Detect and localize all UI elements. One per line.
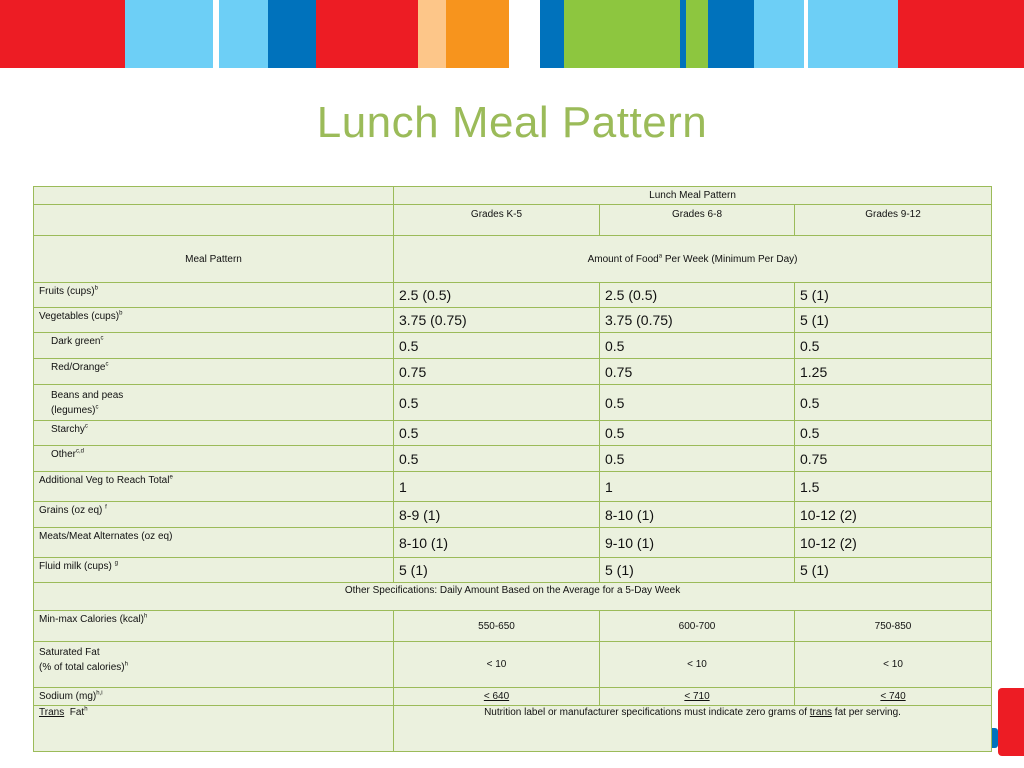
- other-specs-row: [34, 583, 992, 611]
- value-cell: < 710: [600, 688, 795, 706]
- value-cell: < 10: [600, 642, 795, 688]
- grades-row: [34, 205, 992, 236]
- table-row: [34, 611, 992, 642]
- table-header-row: [34, 187, 992, 205]
- value-cell: < 10: [795, 642, 992, 688]
- value-cell: < 10: [394, 642, 600, 688]
- table-row: [34, 706, 992, 752]
- grade-header: Grades 6-8: [600, 205, 795, 236]
- value-cell: 0.5: [600, 446, 795, 472]
- row-label: Dark green$^c$: [34, 333, 394, 359]
- band-segment: [268, 0, 316, 68]
- value-cell: 5 (1): [394, 558, 600, 583]
- corner-decoration: [988, 688, 1024, 756]
- row-label: Fruits (cups)$^b$: [34, 283, 394, 308]
- table-row: [34, 558, 992, 583]
- band-segment: [754, 0, 804, 68]
- table-row: [34, 446, 992, 472]
- value-cell: 3.75 (0.75): [600, 308, 795, 333]
- meal-pattern-row: [34, 236, 992, 283]
- row-label: Trans Fat$^h$: [34, 706, 394, 752]
- table-row: [34, 642, 992, 688]
- row-label: Beans and peas (legumes)$^c$: [34, 385, 394, 421]
- value-cell: 5 (1): [795, 558, 992, 583]
- row-label: Fluid milk (cups) $^g$: [34, 558, 394, 583]
- empty-cell: [34, 205, 394, 236]
- value-cell: 5 (1): [795, 283, 992, 308]
- band-segment: [219, 0, 268, 68]
- table-row: [34, 308, 992, 333]
- value-cell: 0.5: [795, 333, 992, 359]
- value-cell: 1: [394, 472, 600, 502]
- row-label: Other$^{c,d}$: [34, 446, 394, 472]
- band-segment: [686, 0, 708, 68]
- value-cell: 0.5: [394, 421, 600, 446]
- meal-pattern-table: [33, 186, 992, 752]
- value-cell: 8-10 (1): [600, 502, 795, 528]
- table-row: [34, 283, 992, 308]
- row-label: Additional Veg to Reach Total$^e$: [34, 472, 394, 502]
- value-cell: 600-700: [600, 611, 795, 642]
- table-row: [34, 472, 992, 502]
- band-segment: [0, 0, 125, 68]
- value-cell: < 640: [394, 688, 600, 706]
- value-cell: 10-12 (2): [795, 502, 992, 528]
- band-segment: [446, 0, 509, 68]
- value-cell: 3.75 (0.75): [394, 308, 600, 333]
- other-specs-header: Other Specifications: Daily Amount Based on the Average for a 5-Day Week: [34, 583, 992, 611]
- band-segment: [708, 0, 754, 68]
- value-cell: 1: [600, 472, 795, 502]
- value-cell: 0.75: [394, 359, 600, 385]
- table-row: [34, 502, 992, 528]
- value-cell: 10-12 (2): [795, 528, 992, 558]
- value-cell: 0.5: [394, 446, 600, 472]
- table-row: [34, 421, 992, 446]
- value-cell: 1.5: [795, 472, 992, 502]
- value-cell: 0.5: [600, 385, 795, 421]
- band-segment: [316, 0, 418, 68]
- row-label: Meats/Meat Alternates (oz eq): [34, 528, 394, 558]
- empty-cell: [34, 187, 394, 205]
- row-label: Min-max Calories (kcal)$^h$: [34, 611, 394, 642]
- meal-pattern-label: Meal Pattern: [34, 236, 394, 283]
- value-cell: 9-10 (1): [600, 528, 795, 558]
- value-cell: 0.5: [600, 333, 795, 359]
- value-cell: 1.25: [795, 359, 992, 385]
- value-cell: 8-10 (1): [394, 528, 600, 558]
- band-segment: [808, 0, 898, 68]
- header-color-band: [0, 0, 1024, 68]
- grade-header: Grades K-5: [394, 205, 600, 236]
- trans-fat-note: Nutrition label or manufacturer specifications must indicate zero grams of trans fat per serving.: [394, 706, 992, 752]
- row-label: Saturated Fat (% of total calories)$^h$: [34, 642, 394, 688]
- slide-title: Lunch Meal Pattern: [316, 98, 708, 147]
- value-cell: 0.5: [600, 421, 795, 446]
- value-cell: 0.5: [394, 333, 600, 359]
- band-segment: [540, 0, 564, 68]
- band-segment: [898, 0, 1024, 68]
- value-cell: 2.5 (0.5): [600, 283, 795, 308]
- table-row: [34, 688, 992, 706]
- amount-header: Amount of Food$^a$ Per Week (Minimum Per Day): [394, 236, 992, 283]
- value-cell: 2.5 (0.5): [394, 283, 600, 308]
- grade-header: Grades 9-12: [795, 205, 992, 236]
- row-label: Starchy$^c$: [34, 421, 394, 446]
- table-row: [34, 528, 992, 558]
- table-top-header: Lunch Meal Pattern: [394, 187, 992, 205]
- row-label: Grains (oz eq) $^f$: [34, 502, 394, 528]
- table-row: [34, 359, 992, 385]
- table-row: [34, 385, 992, 421]
- value-cell: 5 (1): [600, 558, 795, 583]
- value-cell: 750-850: [795, 611, 992, 642]
- value-cell: 0.5: [795, 385, 992, 421]
- band-segment: [125, 0, 213, 68]
- value-cell: 550-650: [394, 611, 600, 642]
- value-cell: 0.5: [795, 421, 992, 446]
- band-segment: [418, 0, 446, 68]
- row-label: Sodium (mg)$^{h,i}$: [34, 688, 394, 706]
- value-cell: 0.75: [600, 359, 795, 385]
- value-cell: 0.75: [795, 446, 992, 472]
- value-cell: < 740: [795, 688, 992, 706]
- table-row: [34, 333, 992, 359]
- value-cell: 8-9 (1): [394, 502, 600, 528]
- band-segment: [564, 0, 680, 68]
- value-cell: 0.5: [394, 385, 600, 421]
- row-label: Vegetables (cups)$^b$: [34, 308, 394, 333]
- value-cell: 5 (1): [795, 308, 992, 333]
- row-label: Red/Orange$^c$: [34, 359, 394, 385]
